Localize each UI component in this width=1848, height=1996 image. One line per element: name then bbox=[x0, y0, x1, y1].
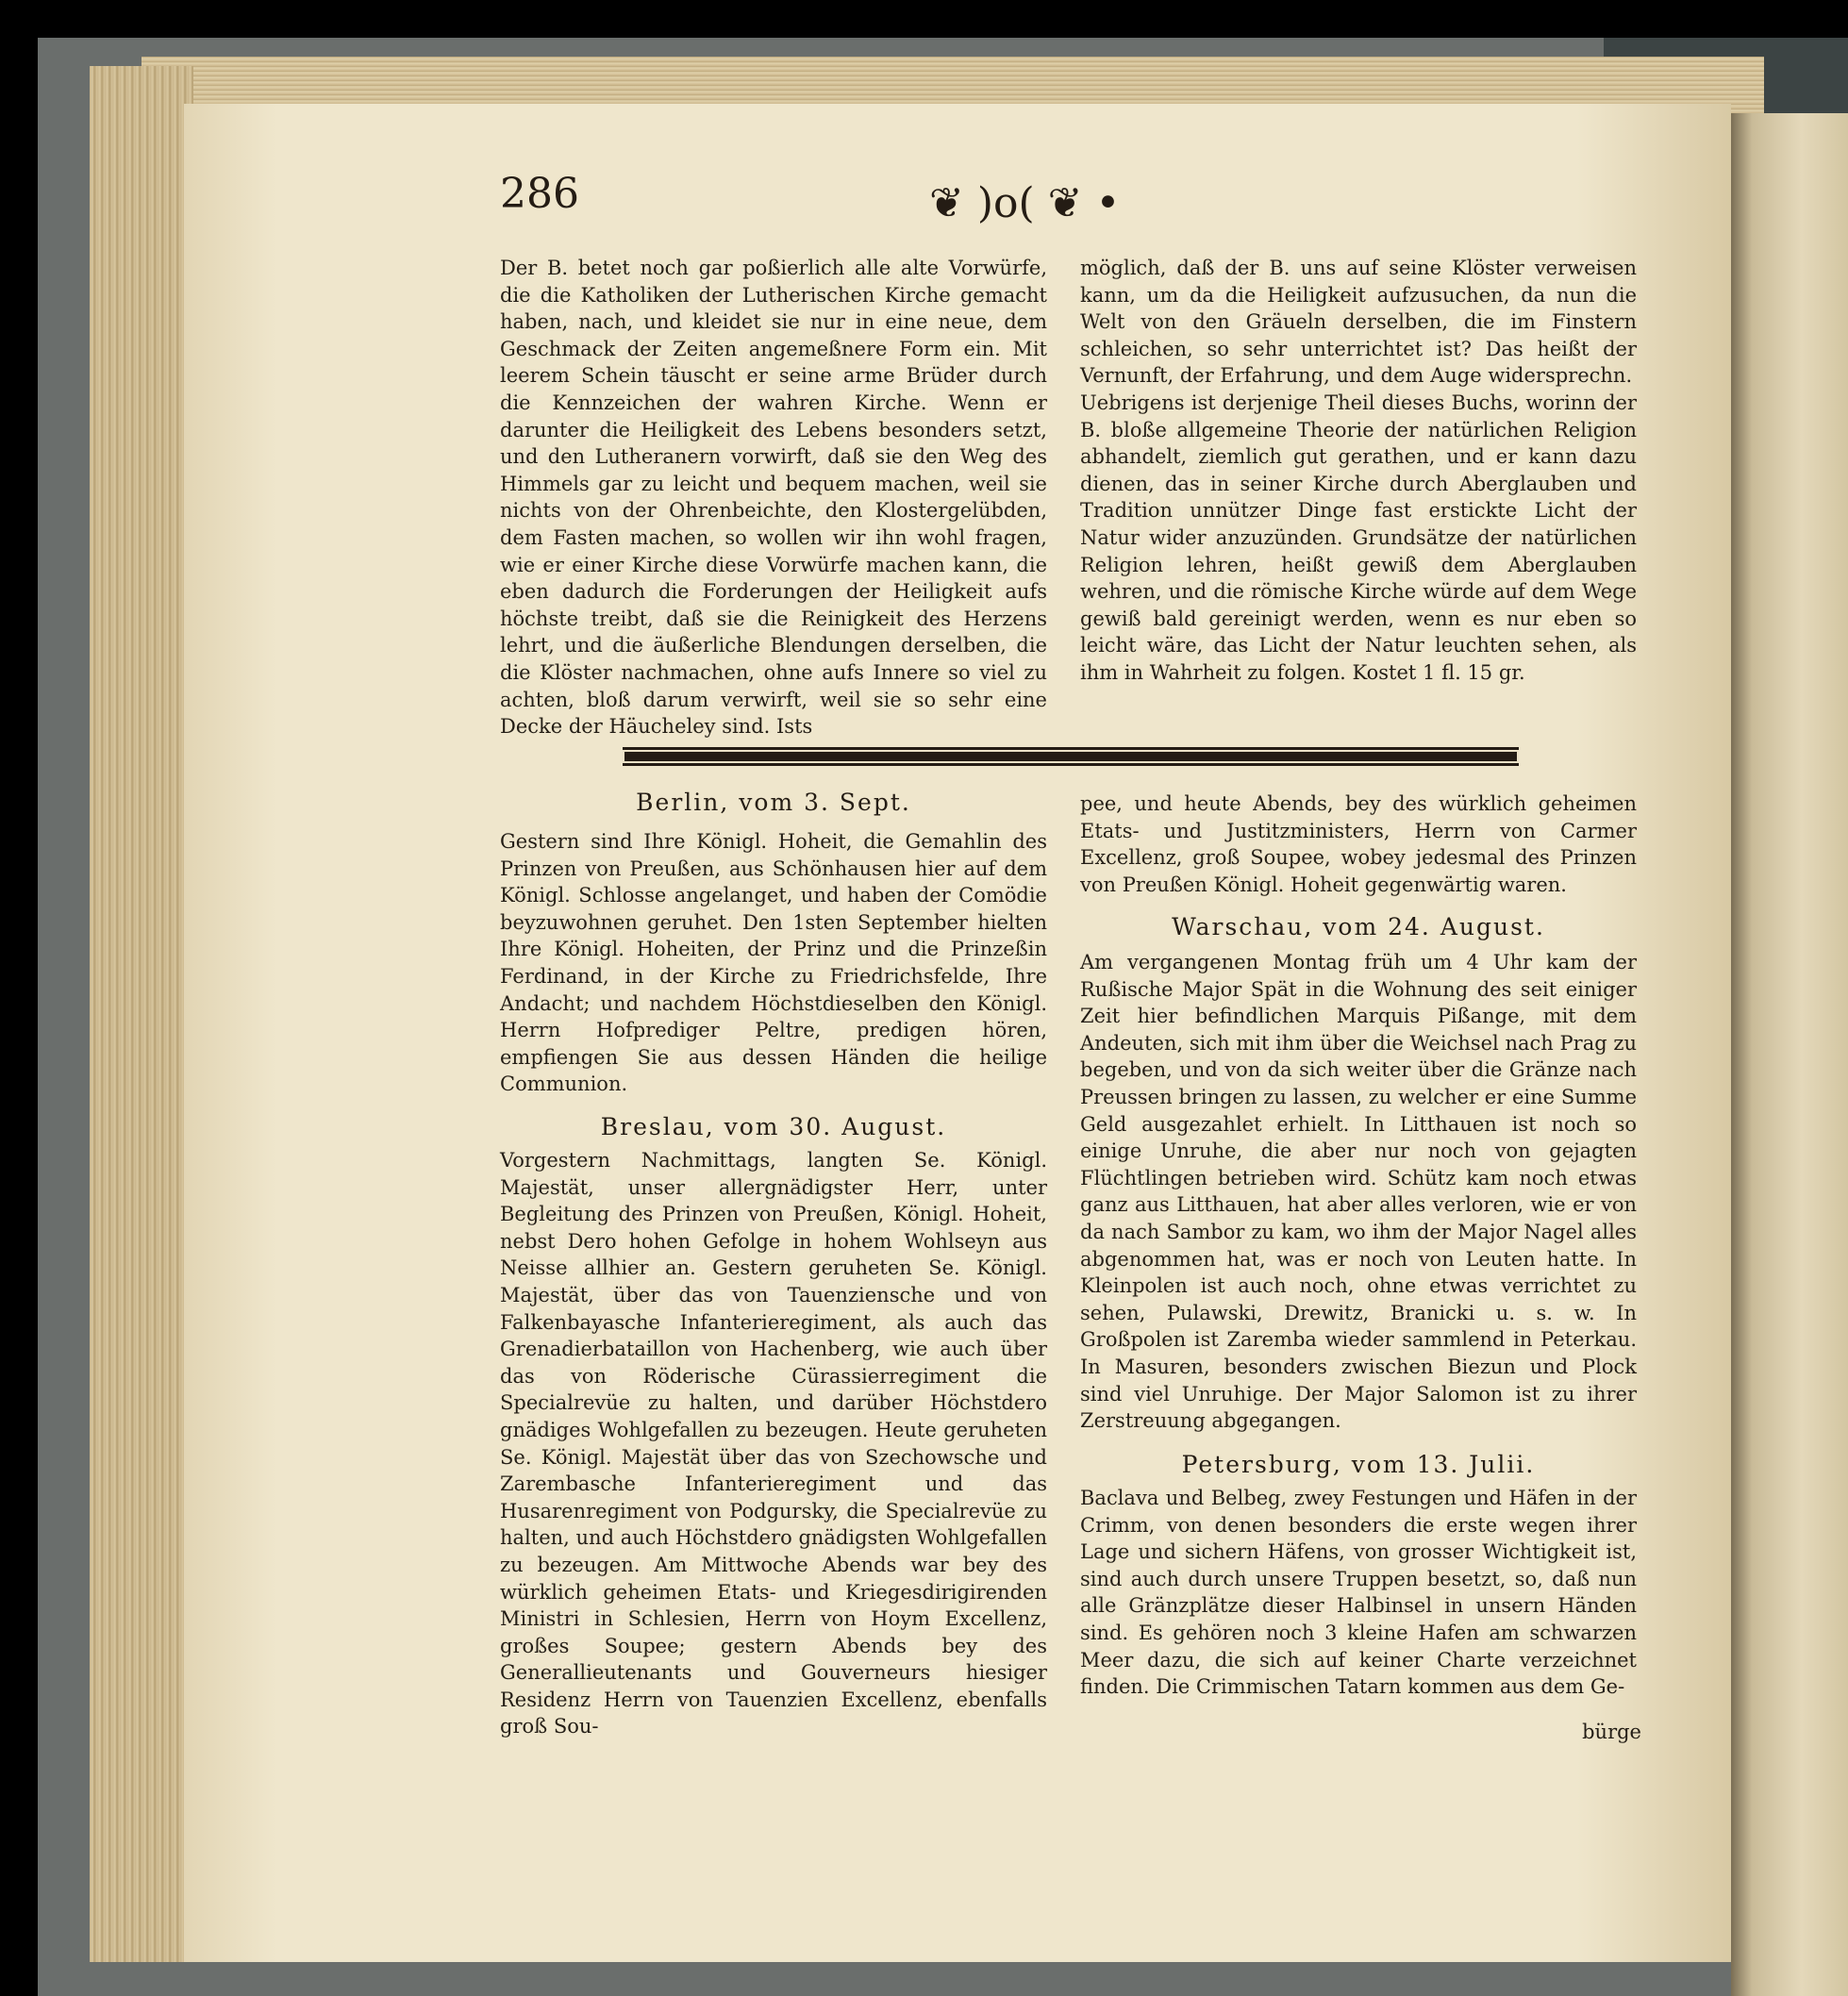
breslau-heading: Breslau, vom 30. August. bbox=[600, 1113, 947, 1140]
petersburg-article: Baclava und Belbeg, zwey Festungen und Häfen in der Crimm, von denen besonders die erste wegen ihrer Lage und sichern Häfens, von grosser Wichtigkeit ist, sind auch durch unsere Truppen besetzt, so, daß nun alle Gränzplätze dieser Halbinsel in unsern Händen sind. Es gehören noch 3 kleine Hafen am schwarzen Meer dazu, die sich auf keiner Charte verzeichnet finden. Die Crimmischen Tatarn kommen aus dem Ge- bbox=[1080, 1487, 1637, 1699]
breslau-article: Vorgestern Nachmittags, langten Se. Königl. Majestät, unser allergnädigster Herr, unter Begleitung des Prinzen von Preußen, Königl. Hoheit, nebst Dero hohen Gefolge in hohem Wohlseyn aus Neisse allhier an. Gestern geruheten Se. Königl. Majestät, über das von Tauenziensche und von Falkenbayasche Infanterieregiment, als auch das Grenadierbataillon von Hachenberg, wie auch über das von Röderische Cürassierregiment die Specialrevüe zu halten, und darüber Höchstdero gnädiges Wohlgefallen zu bezeugen. Heute geruheten Se. Königl. Majestät über das von Szechowsche und Zarembasche Infanterieregiment und das Husarenregiment von Podgursky, die Specialrevüe zu halten, und auch Höchstdero gnädigsten Wohlgefallen zu bezeugen. Am Mittwoche Abends war bey des würklich geheimen Etats- und Kriegesdirigirenden Ministri in Schlesien, Herrn von Hoym Excellenz, großes Soupee; gestern Abends bey des Generallieutenants und Gouverneurs hiesiger Residenz Herrn von Tauenzien Excellenz, ebenfalls groß Sou- bbox=[500, 1149, 1047, 1738]
catchword: bürge bbox=[1582, 1721, 1641, 1743]
berlin-article: Gestern sind Ihre Königl. Hoheit, die Gemahlin des Prinzen von Preußen, aus Schönhausen hier auf dem Königl. Schlosse angelanget, und haben der Comödie beyzuwohnen geruhet. Den 1sten September hielten Ihre Königl. Hoheiten, der Prinz und die Prinzeßin Ferdinand, in der Kirche zu Friedrichsfelde, Ihre Andacht; und nachdem Höchstdieselben den Königl. Herrn Hofprediger Peltre, predigen hören, empfiengen Sie aus dessen Händen die heilige Communion. bbox=[500, 830, 1047, 1096]
breslau-article-continued: pee, und heute Abends, bey des würklich geheimen Etats- und Justitzministers, Herrn von Carmer Excellenz, groß Soupee, wobey jedesmal des Prinzen von Preußen Königl. Hoheit gegenwärtig waren. bbox=[1080, 792, 1637, 896]
page-edges-left bbox=[90, 66, 193, 1962]
berlin-heading: Berlin, vom 3. Sept. bbox=[636, 789, 911, 816]
review-left-column: Der B. betet noch gar poßierlich alle alte Vorwürfe, die die Katholiken der Lutherischen Kirche gemacht haben, nach, und kleidet sie nur in eine neue, dem Geschmack der Zeiten angemeßnere Form ein. Mit leerem Schein täuscht er seine arme Brüder durch die Kennzeichen der wahren Kirche. Wenn er darunter die Heiligkeit des Lebens besonders setzt, und den Lutheranern vorwirft, daß sie den Weg des Himmels gar zu leicht und bequem machen, weil sie nichts von der Ohrenbeichte, den Klostergelübden, dem Fasten machen, so wollen wir ihn wohl fragen, wie er einer Kirche diese Vorwürfe machen kann, die eben dadurch die Forderungen der Heiligkeit aufs höchste treibt, daß sie die Reinigkeit des Herzens lehrt, und die äußerliche Blendungen derselben, die die Klöster nachmachen, ohne aufs Innere so viel zu achten, bloß darum verwirft, weil sie so sehr eine Decke der Häucheley sind. Ists bbox=[500, 257, 1047, 739]
warschau-article: Am vergangenen Montag früh um 4 Uhr kam der Rußische Major Spät in die Wohnung des seit einiger Zeit hier befindlichen Marquis Pißange, mit dem Andeuten, sich mit ihm über die Weichsel nach Prag zu begeben, und von da sich weiter über die Gränze nach Preussen bringen zu lassen, zu welcher er eine Summe Geld ausgezahlet erhielt. In Litthauen ist noch so einige Unruhe, die aber nur noch von gejagten Flüchtlingen betrieben wird. Schütz kam noch etwas ganz aus Litthauen, hat aber alles verloren, wie er von da nach Sambor zu kam, wo ihm der Major Nagel alles abgenommen hat, was er noch von Leuten hatte. In Kleinpolen ist auch noch, ohne etwas verrichtet zu sehen, Pulawski, Drewitz, Branicki u. s. w. In Großpolen ist Zaremba wieder sammlend in Peterkau. In Masuren, besonders zwischen Biezun und Plock sind viel Unruhige. Der Major Salomon ist zu ihrer Zerstreuung abgegangen. bbox=[1080, 951, 1637, 1433]
page-number: 286 bbox=[500, 170, 579, 218]
petersburg-heading: Petersburg, vom 13. Julii. bbox=[1181, 1451, 1536, 1478]
section-divider-rule bbox=[623, 747, 1519, 766]
warschau-heading: Warschau, vom 24. August. bbox=[1172, 913, 1545, 940]
facing-page-edge bbox=[1731, 113, 1848, 1996]
review-right-column: möglich, daß der B. uns auf seine Klöster verweisen kann, um da die Heiligkeit aufzusuchen, da nun die Welt von den Gräueln derselben, die im Finstern schleichen, so sehr unterrichtet ist? Das heißt der Vernunft, der Erfahrung, und dem Auge widersprechn. Uebrigens ist derjenige Theil dieses Buchs, worinn der B. bloße allgemeine Theorie der natürlichen Religion abhandelt, ziemlich gut gerathen, und er kann dazu dienen, das in seiner Kirche durch Aberglauben und Tradition unnützer Dinge fast erstickte Licht der Natur wider anzuzünden. Grundsätze der natürlichen Religion lehren, heißt gewiß dem Aberglauben wehren, und die römische Kirche würde auf dem Wege gewiß bald gereinigt werden, wenn es nur eben so leicht wäre, das Licht der Natur leuchten sehen, als ihm in Wahrheit zu folgen. Kostet 1 fl. 15 gr. bbox=[1080, 257, 1637, 684]
header-ornament: ❦ )o( ❦ • bbox=[929, 179, 1121, 227]
